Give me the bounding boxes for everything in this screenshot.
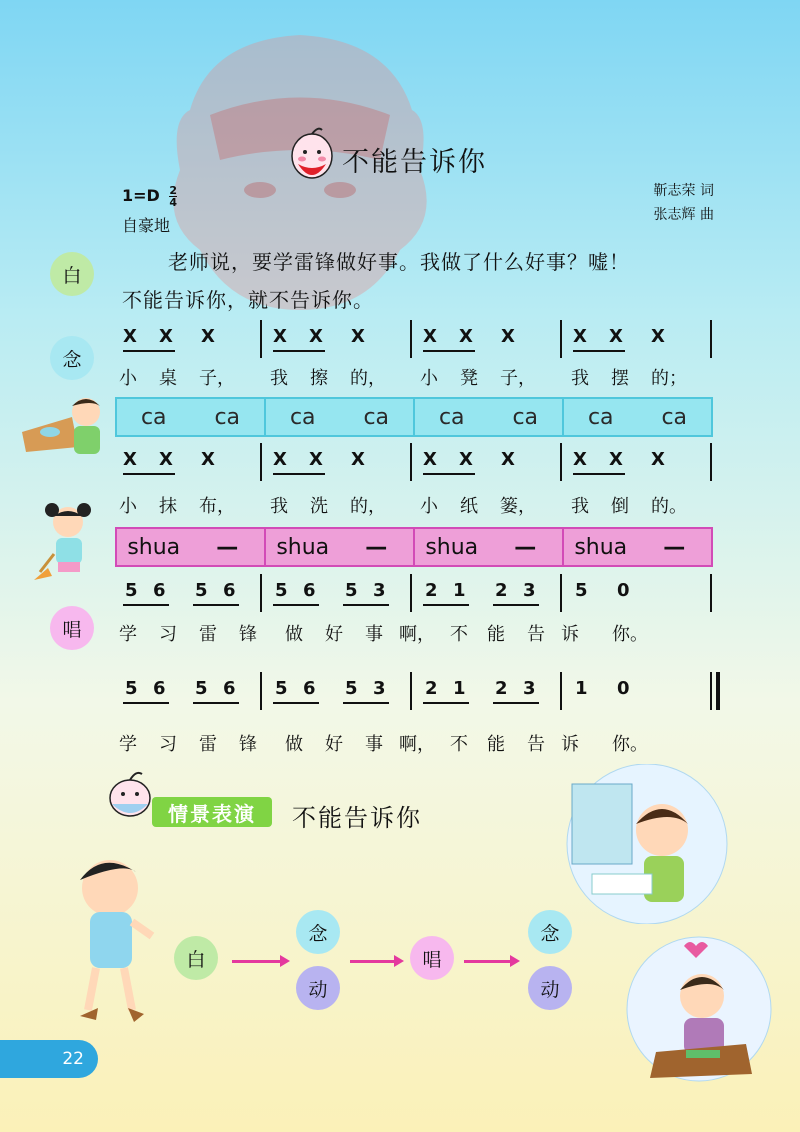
melody-note: 2 xyxy=(425,580,438,601)
chant-char: 的。 xyxy=(651,496,687,517)
shua-cell: shua xyxy=(562,529,638,565)
flow-arrow xyxy=(232,960,282,963)
bar-line xyxy=(710,443,712,481)
chant-char: 摆 xyxy=(611,368,629,389)
melody-note: 3 xyxy=(373,678,386,699)
beam-underline xyxy=(573,473,625,475)
chant-lyrics-row-2 xyxy=(115,492,715,522)
flow-nian-2: 念 xyxy=(528,910,572,954)
rhythm-x: X xyxy=(159,326,173,347)
lyric-char: 告 xyxy=(527,624,545,645)
flow-nian-1: 念 xyxy=(296,910,340,954)
lyric-char: 你。 xyxy=(612,734,648,755)
lyric-char: 习 xyxy=(159,624,177,645)
shua-cell: — xyxy=(514,534,537,560)
ca-cell: ca xyxy=(562,399,638,435)
rhythm-x: X xyxy=(459,326,473,347)
beam-underline xyxy=(423,702,469,704)
chant-lyrics-row-1 xyxy=(115,364,715,394)
bar-line xyxy=(560,443,562,481)
rhythm-x: X xyxy=(459,449,473,470)
performance-title: 不能告诉你 xyxy=(292,804,422,832)
beam-underline xyxy=(123,604,169,606)
child-shushing-illustration xyxy=(40,850,170,1030)
rhythm-x: X xyxy=(201,326,215,347)
melody-note: 5 xyxy=(575,580,588,601)
lyric-char: 雷 xyxy=(199,624,217,645)
chant-char: 洗 xyxy=(310,496,328,517)
bar-line xyxy=(560,672,562,710)
chant-char: 我 xyxy=(270,368,288,389)
rhythm-x: X xyxy=(423,326,437,347)
melody-note: 0 xyxy=(617,580,630,601)
lyric-char: 事 xyxy=(365,734,383,755)
melody-note: 5 xyxy=(275,678,288,699)
melody-note: 6 xyxy=(153,678,166,699)
rhythm-x: X xyxy=(609,326,623,347)
rhythm-x: X xyxy=(651,326,665,347)
bar-line xyxy=(560,574,562,612)
rhythm-x: X xyxy=(201,449,215,470)
rhythm-x: X xyxy=(501,326,515,347)
rhythm-x: X xyxy=(573,449,587,470)
flow-arrow xyxy=(350,960,396,963)
beam-underline xyxy=(273,702,319,704)
lyric-char: 学 xyxy=(119,734,137,755)
shua-cell: shua xyxy=(127,534,181,560)
chant-char: 桌 xyxy=(159,368,177,389)
performance-tag: 情景表演 xyxy=(152,797,272,827)
chant-char: 的， xyxy=(350,496,386,517)
chant-char: 小 xyxy=(119,368,137,389)
lyric-char: 锋 xyxy=(239,734,257,755)
melody-note: 1 xyxy=(453,678,466,699)
rhythm-row-2 xyxy=(115,443,715,483)
bar-line xyxy=(410,672,412,710)
lyric-char: 不 xyxy=(450,734,468,755)
ca-cell: ca xyxy=(264,399,340,435)
rhythm-x: X xyxy=(273,326,287,347)
chant-char: 抹 xyxy=(159,496,177,517)
lyric-char: 做 xyxy=(285,734,303,755)
flow-arrow xyxy=(464,960,512,963)
melody-note: 0 xyxy=(617,678,630,699)
chant-char: 我 xyxy=(571,368,589,389)
child-washing-illustration xyxy=(562,764,732,924)
melody-note: 6 xyxy=(303,678,316,699)
melody-note: 1 xyxy=(575,678,588,699)
lyric-char: 学 xyxy=(119,624,137,645)
bar-line xyxy=(410,443,412,481)
lyric-char: 你。 xyxy=(612,624,648,645)
melody-row-2 xyxy=(115,672,715,712)
beam-underline xyxy=(343,604,389,606)
ca-cell: ca xyxy=(363,404,390,430)
bar-line xyxy=(260,574,262,612)
beam-underline xyxy=(273,350,325,352)
chant-char: 篓， xyxy=(500,496,536,517)
lyric-char: 不 xyxy=(450,624,468,645)
melody-note: 1 xyxy=(453,580,466,601)
spoken-line-1: 老师说，要学雷锋做好事。我做了什么好事？嘘！ xyxy=(168,250,630,274)
lyric-char: 做 xyxy=(285,624,303,645)
shua-cell: — xyxy=(663,534,686,560)
lyric-char: 事 xyxy=(365,624,383,645)
lyric-char: 诉 xyxy=(561,624,579,645)
ca-cell: ca xyxy=(214,404,241,430)
lyric-char: 习 xyxy=(159,734,177,755)
lyric-char: 好 xyxy=(325,734,343,755)
tempo-mood: 自豪地 xyxy=(122,216,171,235)
rhythm-x: X xyxy=(351,326,365,347)
chant-char: 小 xyxy=(420,368,438,389)
beam-underline xyxy=(193,702,239,704)
ca-cell: ca xyxy=(140,404,167,430)
rhythm-x: X xyxy=(309,326,323,347)
time-top: 2 xyxy=(169,184,178,197)
melody-note: 6 xyxy=(223,580,236,601)
melody-note: 3 xyxy=(373,580,386,601)
ca-cell: ca xyxy=(512,404,539,430)
mascot-icon xyxy=(100,764,160,824)
flow-bai: 白 xyxy=(174,936,218,980)
melody-note: 5 xyxy=(195,580,208,601)
chant-char: 子， xyxy=(199,368,235,389)
bar-line xyxy=(260,443,262,481)
lyric-char: 能 xyxy=(487,624,505,645)
shua-cell: shua xyxy=(413,529,489,565)
melody-note: 5 xyxy=(125,678,138,699)
lyric-char: 啊， xyxy=(399,734,435,755)
rhythm-x: X xyxy=(351,449,365,470)
mascot-icon xyxy=(288,124,336,184)
chant-char: 布， xyxy=(199,496,235,517)
beam-underline xyxy=(123,473,175,475)
melody-note: 5 xyxy=(345,580,358,601)
time-signature xyxy=(169,185,177,208)
beam-underline xyxy=(493,604,539,606)
chant-char: 我 xyxy=(270,496,288,517)
beam-underline xyxy=(193,604,239,606)
ca-cell: ca xyxy=(661,404,688,430)
beam-underline xyxy=(423,350,475,352)
rhythm-x: X xyxy=(423,449,437,470)
rhythm-x: X xyxy=(123,326,137,347)
chant-char: 擦 xyxy=(310,368,328,389)
child-cleaning-desk-illustration xyxy=(626,934,772,1084)
melody-note: 2 xyxy=(495,678,508,699)
ca-cell: ca xyxy=(413,399,489,435)
child-sweeping-illustration xyxy=(34,502,102,588)
rhythm-x: X xyxy=(309,449,323,470)
child-wiping-table-illustration xyxy=(22,392,108,462)
bar-line xyxy=(260,320,262,358)
melody-note: 6 xyxy=(223,678,236,699)
beam-underline xyxy=(273,473,325,475)
lyric-char: 告 xyxy=(527,734,545,755)
chant-char: 的； xyxy=(651,368,687,389)
beam-underline xyxy=(123,702,169,704)
bar-line xyxy=(410,574,412,612)
lyric-char: 雷 xyxy=(199,734,217,755)
page-number: 22 xyxy=(0,1040,98,1078)
spoken-line-2: 不能告诉你，就不告诉你。 xyxy=(122,288,374,312)
beam-underline xyxy=(273,604,319,606)
melody-note: 5 xyxy=(275,580,288,601)
beam-underline xyxy=(493,702,539,704)
lyric-char: 诉 xyxy=(561,734,579,755)
lyric-char: 锋 xyxy=(239,624,257,645)
lyric-char: 好 xyxy=(325,624,343,645)
melody-note: 5 xyxy=(195,678,208,699)
bar-line xyxy=(710,672,712,710)
key-signature xyxy=(122,185,177,208)
rhythm-x: X xyxy=(501,449,515,470)
chant-char: 的， xyxy=(350,368,386,389)
shua-cell: — xyxy=(216,534,239,560)
chant-char: 纸 xyxy=(460,496,478,517)
chant-char: 子， xyxy=(500,368,536,389)
beam-underline xyxy=(423,473,475,475)
rhythm-x: X xyxy=(273,449,287,470)
rhythm-x: X xyxy=(609,449,623,470)
composer-credit: 张志辉 曲 xyxy=(653,207,714,223)
label-nian: 念 xyxy=(50,336,94,380)
bar-line xyxy=(260,672,262,710)
lyric-char: 能 xyxy=(487,734,505,755)
chant-char: 我 xyxy=(571,496,589,517)
bar-line xyxy=(560,320,562,358)
chant-char: 小 xyxy=(420,496,438,517)
flow-dong-1: 动 xyxy=(296,966,340,1010)
lyricist-credit: 靳志荣 词 xyxy=(653,183,714,199)
song-title: 不能告诉你 xyxy=(342,147,487,178)
rhythm-x: X xyxy=(123,449,137,470)
melody-note: 5 xyxy=(345,678,358,699)
ca-band xyxy=(115,397,713,437)
melody-note: 6 xyxy=(303,580,316,601)
flow-chang: 唱 xyxy=(410,936,454,980)
shua-cell: shua xyxy=(264,529,340,565)
final-bar-line xyxy=(716,672,720,710)
rhythm-x: X xyxy=(651,449,665,470)
melody-note: 2 xyxy=(425,678,438,699)
rhythm-x: X xyxy=(159,449,173,470)
melody-note: 6 xyxy=(153,580,166,601)
rhythm-x: X xyxy=(573,326,587,347)
melody-note: 3 xyxy=(523,580,536,601)
melody-row-1 xyxy=(115,574,715,614)
chant-char: 倒 xyxy=(611,496,629,517)
rhythm-row-1 xyxy=(115,320,715,360)
shua-cell: — xyxy=(365,534,388,560)
chant-char: 小 xyxy=(119,496,137,517)
label-chang: 唱 xyxy=(50,606,94,650)
label-bai: 白 xyxy=(50,252,94,296)
melody-note: 2 xyxy=(495,580,508,601)
bar-line xyxy=(710,574,712,612)
beam-underline xyxy=(423,604,469,606)
melody-note: 3 xyxy=(523,678,536,699)
beam-underline xyxy=(573,350,625,352)
bar-line xyxy=(410,320,412,358)
beam-underline xyxy=(123,350,175,352)
melody-note: 5 xyxy=(125,580,138,601)
chant-char: 凳 xyxy=(460,368,478,389)
flow-dong-2: 动 xyxy=(528,966,572,1010)
shua-band xyxy=(115,527,713,567)
time-bottom: 4 xyxy=(169,196,178,209)
melody-lyrics-1 xyxy=(115,620,715,650)
melody-lyrics-2 xyxy=(115,730,715,760)
beam-underline xyxy=(343,702,389,704)
key-label: 1=D xyxy=(122,186,160,205)
bar-line xyxy=(710,320,712,358)
lyric-char: 啊， xyxy=(399,624,435,645)
